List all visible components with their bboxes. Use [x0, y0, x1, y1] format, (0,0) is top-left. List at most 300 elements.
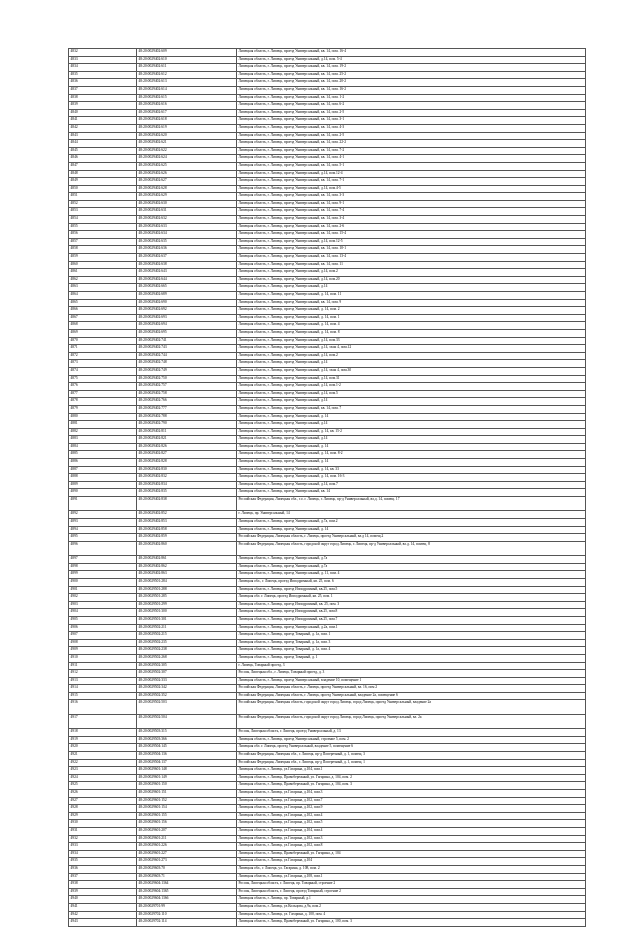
table-row [69, 398, 586, 406]
table-row [69, 790, 586, 798]
row-number-cell: 4849 [69, 178, 137, 186]
cadastral-number-cell: 48:20:0029601:155 [137, 812, 237, 820]
row-number-cell: 4906 [69, 624, 137, 632]
address-cell: Липецкая область, г. Липецк, проезд Универсальный, д. 14, пом. 16-3 [237, 474, 586, 482]
cadastral-number-cell: 48:20:0029502:352 [137, 692, 237, 700]
table-row [69, 700, 586, 714]
cadastral-number-cell: 48:20:0029402:689 [137, 292, 237, 300]
row-number-cell: 4869 [69, 329, 137, 337]
address-cell: Липецкая обл. г. Липецк, проезд Ипподромный, кв. 25, пом. 1 [237, 594, 586, 602]
address-cell: г. Липецк, Товарный проезд, 3 [237, 662, 586, 670]
address-cell: Липецкая область, г. Липецк, проезд Универсальный, д.14, пом.33 [237, 337, 586, 345]
row-number-cell: 4888 [69, 474, 137, 482]
row-number-cell: 4908 [69, 639, 137, 647]
cadastral-number-cell: 48:20:0029402:616 [137, 102, 237, 110]
table-row [69, 329, 586, 337]
address-cell: г. Липецк, пр. Универсальный, 14 [237, 511, 586, 519]
cadastral-number-cell: 48:20:0029402:627 [137, 178, 237, 186]
address-cell: Липецкая область, г. Липецк, проезд Универсальный, кв. 14, пом. 16-2 [237, 86, 586, 94]
cadastral-number-cell: 48:20:0029402:643 [137, 269, 237, 277]
address-cell: Липецкая область, г. Липецк, ул.Гагарина, д.102, пом.3 [237, 835, 586, 843]
table-row [69, 797, 586, 805]
address-cell: Липецкая область, г. Липецк, проезд Универсальный, кв. 14, пом. 4-3 [237, 124, 586, 132]
table-row [69, 345, 586, 353]
address-cell: Липецкая область, г. Липецк, проезд Универсальный, д.14 [237, 421, 586, 429]
cadastral-number-cell: 48:20:0029402:637 [137, 254, 237, 262]
address-cell: Липецкая область, г. Липецк, проезд Универсальный, д. 14, пом. 8 [237, 329, 586, 337]
cadastral-number-cell: 48:20:0029601:273 [137, 858, 237, 866]
row-number-cell: 4832 [69, 49, 137, 57]
table-row [69, 827, 586, 835]
address-cell: Липецкая область, г. Липецк, проезд Универсальный, д.14, пом. 5-4 [237, 56, 586, 64]
row-number-cell: 4836 [69, 79, 137, 87]
cadastral-number-cell: 48:20:0029402:811 [137, 428, 237, 436]
table-row [69, 759, 586, 767]
address-cell: Липецкая область, г. Липецк, проезд Универсальный, д.14 [237, 284, 586, 292]
table-row [69, 94, 586, 102]
cadastral-number-cell: 48:20:0029402:692 [137, 307, 237, 315]
cadastral-number-cell: 48:20:0029402:693 [137, 314, 237, 322]
address-cell: Липецкая область, г. Липецк, ул.Гагарина, д.102, пом.4 [237, 812, 586, 820]
table-row [69, 185, 586, 193]
cadastral-number-cell: 48:20:0029402:630 [137, 200, 237, 208]
address-cell: Липецкая область, г. Липецк, проезд Универсальный, кв. 14, пом. 7-1 [237, 178, 586, 186]
cadastral-number-cell: 48:20:0029402:834 [137, 481, 237, 489]
address-cell: Липецкая область, г. Липецк, проезд Универсальный, кв. 14, пом. 2-6 [237, 223, 586, 231]
address-cell: Липецкая обл. г. Липецк, проезд Универсальный, владение 5, помещение 6 [237, 744, 586, 752]
table-row [69, 578, 586, 586]
address-cell: Липецкая область, г. Липецк, ул. Гагарина, д. 100, пом. 4 [237, 911, 586, 919]
row-number-cell: 4854 [69, 216, 137, 224]
row-number-cell: 4904 [69, 609, 137, 617]
table-row [69, 767, 586, 775]
table-row [69, 534, 586, 542]
table-row [69, 692, 586, 700]
address-cell: Липецкая область, г. Липецк, проезд Универсальный, д.14, эзаж 4, пом.12 [237, 345, 586, 353]
address-cell: Липецкая область, г. Липецк, проезд Универсальный, кв. 14, пом. 6-2 [237, 102, 586, 110]
address-cell: Липецкая область, г. Липецк, проезд Универсальный, кв. 14, пом. 3-1 [237, 117, 586, 125]
row-number-cell: 4889 [69, 481, 137, 489]
cadastral-number-cell: 48:20:0029402:628 [137, 185, 237, 193]
cadastral-number-cell: 48:20:0029402:611 [137, 64, 237, 72]
table-row [69, 601, 586, 609]
table-row [69, 102, 586, 110]
row-number-cell: 4870 [69, 337, 137, 345]
address-cell: Липецкая область, г. Липецк, проезд Универсальный, д.14, пом.31 [237, 375, 586, 383]
table-row [69, 714, 586, 728]
row-number-cell: 4856 [69, 231, 137, 239]
address-cell: Липецкая область, г. Липецк, проезд Универсальный, д.14, пом.12-4 [237, 170, 586, 178]
address-cell: Липецкая область, г. Липецк, проезд Универсальный, кв. 14, пом. 1-2 [237, 94, 586, 102]
table-row [69, 919, 586, 927]
row-number-cell: 4919 [69, 736, 137, 744]
table-row [69, 428, 586, 436]
address-cell: Россия, Липецкая область, г. Липецк, проезд Товарный, строение 2 [237, 888, 586, 896]
row-number-cell: 4903 [69, 601, 137, 609]
row-number-cell: 4922 [69, 759, 137, 767]
cadastral-number-cell: 48:20:0029402:860 [137, 541, 237, 555]
cadastral-number-cell: 48:20:0029502:307 [137, 670, 237, 678]
address-cell: Липецкая область, г. Липецк, пр. Товарный, д.1 [237, 896, 586, 904]
table-row [69, 481, 586, 489]
row-number-cell: 4868 [69, 322, 137, 330]
address-cell: Липецкая область, г. Липецк, проезд Универсальный, д. 14 [237, 443, 586, 451]
table-row [69, 639, 586, 647]
row-number-cell: 4886 [69, 459, 137, 467]
address-cell: Липецкая область, г. Липецк, ул.Гагарина, д.102, пом.9 [237, 805, 586, 813]
table-row [69, 405, 586, 413]
row-number-cell: 4909 [69, 647, 137, 655]
cadastral-number-cell: 48:20:0029402:766 [137, 398, 237, 406]
address-cell: Российская Федерация, Липецкая область, городской округ город Липецк, город Липецк, проезд Универсальный, вл. 2а [237, 714, 586, 728]
cadastral-number-cell: 48:20:0029402:749 [137, 367, 237, 375]
row-number-cell: 4837 [69, 86, 137, 94]
cadastral-number-cell: 48:20:0029402:610 [137, 56, 237, 64]
address-cell: Липецкая область, г. Липецк, проезд Универсальный, кв. 14 [237, 489, 586, 497]
address-cell: Липецкая область, г. Липецк, ул.Кольцова, д.9а, пом.2 [237, 903, 586, 911]
address-cell: Липецкая область, г. Липецк, Правобережный, ул. Гагарина, д. 104, пом. 3 [237, 782, 586, 790]
table-row [69, 254, 586, 262]
cadastral-number-cell: 48:20:0029502:268 [137, 654, 237, 662]
address-cell: Липецкая область, г. Липецк, ул.Гагарина, д.102, пом.5 [237, 820, 586, 828]
row-number-cell: 4844 [69, 140, 137, 148]
address-cell: Липецкая область, г. Липецк, проезд Универсальный, д. 14, кв. 15-2 [237, 428, 586, 436]
row-number-cell: 4842 [69, 124, 137, 132]
table-row [69, 662, 586, 670]
address-cell: Липецкая область, г. Липецк, проезд Универсальный, д.2а, пом.1 [237, 624, 586, 632]
address-cell: Липецкая область, г. Липецк, проезд Универсальный, кв. 14, пом. 5-1 [237, 162, 586, 170]
address-cell: Липецкая область, г. Липецк, проезд Универсальный, д.14, пом.1-2 [237, 383, 586, 391]
row-number-cell: 4916 [69, 700, 137, 714]
address-cell: Липецкая область, г. Липецк, проезд Универсальный, д. 11, пом. 4 [237, 571, 586, 579]
table-row [69, 140, 586, 148]
table-row [69, 677, 586, 685]
table-row [69, 443, 586, 451]
table-row [69, 858, 586, 866]
address-cell: Липецкая область, г. Липецк, проезд Универсальный, д.14, пом.12-5 [237, 238, 586, 246]
cadastral-number-cell: 48:20:0029601:152 [137, 797, 237, 805]
row-number-cell: 4867 [69, 314, 137, 322]
table-row [69, 86, 586, 94]
table-row [69, 314, 586, 322]
row-number-cell: 4921 [69, 752, 137, 760]
cadastral-number-cell: 48:20:0029402:631 [137, 208, 237, 216]
cadastral-number-cell: 48:20:0029402:695 [137, 329, 237, 337]
table-row [69, 155, 586, 163]
table-row [69, 911, 586, 919]
address-cell: Липецкая область, г. Липецк, проезд Универсальный, кв. 14, пом. 16-4 [237, 49, 586, 57]
row-number-cell: 4862 [69, 276, 137, 284]
table-row [69, 563, 586, 571]
cadastral-number-cell: 48:20:0029402:758 [137, 390, 237, 398]
table-row [69, 216, 586, 224]
row-number-cell: 4852 [69, 200, 137, 208]
table-row [69, 820, 586, 828]
cadastral-number-cell: 48:20:0029502:333 [137, 677, 237, 685]
address-cell: Липецкая область, г. Липецк, проезд Универсальный, д.14 [237, 398, 586, 406]
row-number-cell: 4899 [69, 571, 137, 579]
cadastral-number-cell: 48:20:0029402:638 [137, 261, 237, 269]
address-cell: Липецкая область, г. Липецк, ул.Гагарина, д.104, пом.1 [237, 767, 586, 775]
cadastral-number-cell: 48:20:0029501:299 [137, 601, 237, 609]
cadastral-number-cell: 48:20:0029402:609 [137, 49, 237, 57]
table-row [69, 109, 586, 117]
cadastral-number-cell: 48:20:0029601:154 [137, 805, 237, 813]
cadastral-number-cell: 48:20:0029604:1366 [137, 896, 237, 904]
table-row [69, 79, 586, 87]
table-row [69, 413, 586, 421]
cadastral-number-cell: 48:20:0029402:790 [137, 421, 237, 429]
table-row [69, 865, 586, 873]
cadastral-number-cell: 48:20:0029402:690 [137, 299, 237, 307]
address-cell: Российская Федерация, Липецкая область, г. Липецк, проезд Универсальный, вл. 16, пом 2 [237, 685, 586, 693]
table-row [69, 654, 586, 662]
row-number-cell: 4885 [69, 451, 137, 459]
address-cell: Российская Федерация, Липецкая область, г. Липецк, проезд Универсальный, владение 2а, помещение 6 [237, 692, 586, 700]
cadastral-number-cell: 48:20:0029402:632 [137, 216, 237, 224]
cadastral-number-cell: 48:20:0029504:136 [137, 752, 237, 760]
address-cell: Российская Федерация, Липецкая обл., г. Липецк, пр-д Поперечный, д. 1, помещ. 3 [237, 752, 586, 760]
table-row [69, 292, 586, 300]
cadastral-number-cell: 48:20:0029402:821 [137, 436, 237, 444]
table-row [69, 873, 586, 881]
address-cell: Липецкая область, г. Липецк, проезд Ипподромный, кв.25, пом.5 [237, 586, 586, 594]
cadastral-number-cell: 48:20:0029402:635 [137, 238, 237, 246]
cadastral-number-cell: 48:20:0029402:617 [137, 109, 237, 117]
table-row [69, 64, 586, 72]
row-number-cell: 4843 [69, 132, 137, 140]
row-number-cell: 4892 [69, 511, 137, 519]
row-number-cell: 4858 [69, 246, 137, 254]
row-number-cell: 4924 [69, 774, 137, 782]
address-cell: Липецкая область, г. Липецк, проезд Универсальный, д.14, пом.4-5 [237, 185, 586, 193]
cadastral-number-cell: 48:20:0029604:1364 [137, 881, 237, 889]
cadastral-number-cell: 48:20:0029601:211 [137, 835, 237, 843]
cadastral-number-cell: 48:20:0029601:150 [137, 782, 237, 790]
address-cell: Липецкая область, г. Липецк, проезд Универсальный, кв. 14, пом. 20-2 [237, 79, 586, 87]
table-row [69, 752, 586, 760]
table-row [69, 497, 586, 511]
row-number-cell: 4925 [69, 782, 137, 790]
address-cell: Липецкая область, г. Липецк, Правобережный, ул. Гагарина, д. 100, пом. 3 [237, 919, 586, 927]
table-row [69, 881, 586, 889]
row-number-cell: 4933 [69, 843, 137, 851]
cadastral-number-cell: 48:20:0029402:614 [137, 86, 237, 94]
table-row [69, 322, 586, 330]
document-page [68, 48, 573, 927]
table-row [69, 223, 586, 231]
address-cell: Липецкая область, г. Липецк, проезд Универсальный, кв. 14, пом. 11 [237, 261, 586, 269]
address-cell: Липецкая область, г. Липецк, проезд Универсальный, строение 5, пом. 2 [237, 736, 586, 744]
row-number-cell: 4932 [69, 835, 137, 843]
row-number-cell: 4880 [69, 413, 137, 421]
row-number-cell: 4895 [69, 534, 137, 542]
table-row [69, 231, 586, 239]
row-number-cell: 4850 [69, 185, 137, 193]
table-row [69, 888, 586, 896]
address-cell: Российская Федерация, Липецкая область, г. Липецк, проезд Универсальный, вл.д 14, помещ.2 [237, 534, 586, 542]
address-cell: Российская Федерация, Липецкая обл., г.о. г. Липецк, г. Липецк, пр-д Универсальный, вл.д. 14, помещ. 17 [237, 497, 586, 511]
row-number-cell: 4876 [69, 383, 137, 391]
table-row [69, 200, 586, 208]
table-row [69, 812, 586, 820]
address-cell: Липецкая область, г. Липецк, проезд Универсальный, кв. 14, пом. 4-1 [237, 155, 586, 163]
table-row [69, 124, 586, 132]
address-cell: Липецкая область, г. Липецк, проезд Универсальный, кв. 14, пом. 2-5 [237, 132, 586, 140]
address-cell: Россия, Липецкая область, г. Липецк, проезд Универсальный, д. 13 [237, 729, 586, 737]
cadastral-number-cell: 48:20:0029402:615 [137, 94, 237, 102]
row-number-cell: 4838 [69, 94, 137, 102]
row-number-cell: 4928 [69, 805, 137, 813]
address-cell: Липецкая область, г. Липецк, проезд Универсальный, д. 14, пом. 1 [237, 314, 586, 322]
table-row [69, 375, 586, 383]
cadastral-number-cell: 48:20:0029604:1365 [137, 888, 237, 896]
cadastral-number-cell: 48:20:0029402:838 [137, 497, 237, 511]
cadastral-number-cell: 48:20:0029501:300 [137, 609, 237, 617]
table-row [69, 132, 586, 140]
cadastral-number-cell: 48:20:0029502:305 [137, 662, 237, 670]
table-row [69, 670, 586, 678]
cadastral-number-cell: 48:20:0029502:503 [137, 700, 237, 714]
cadastral-number-cell: 48:20:0029603:70 [137, 865, 237, 873]
row-number-cell: 4913 [69, 677, 137, 685]
table-row [69, 49, 586, 57]
cadastral-number-cell: 48:20:0029402:835 [137, 489, 237, 497]
address-cell: Липецкая область, г. Липецк, ул.Гагарина, д.104, пом.3 [237, 790, 586, 798]
cadastral-number-cell: 48:20:0029402:612 [137, 71, 237, 79]
cadastral-number-cell: 48:20:0029402:744 [137, 352, 237, 360]
row-number-cell: 4930 [69, 820, 137, 828]
cadastral-number-cell: 48:20:0029402:619 [137, 124, 237, 132]
table-row [69, 632, 586, 640]
address-cell: Липецкая область, г. Липецк, проезд Универсальный, д.14, эзаж 4, пом.30 [237, 367, 586, 375]
address-cell: Россия, Липецкая обл., г. Липецк, Товарный проезд, д. 3 [237, 670, 586, 678]
cadastral-number-cell: 48:20:0029402:625 [137, 162, 237, 170]
cadastral-number-cell: 48:20:0029402:830 [137, 466, 237, 474]
table-row [69, 624, 586, 632]
address-cell: Липецкая область, г. Липецк, проезд Универсальный, кв. 14, пом. 25-2 [237, 71, 586, 79]
row-number-cell: 4878 [69, 398, 137, 406]
table-row [69, 337, 586, 345]
address-cell: Липецкая область, г. Липецк, проезд Универсальный, владение 10, помещение 1 [237, 677, 586, 685]
address-cell: Липецкая область, г. Липецк, проезд Универсальный, кв. 14, пом. 7-4 [237, 208, 586, 216]
address-cell: Липецкая область, г. Липецк, проезд Ипподромный, кв.25, пом.8 [237, 609, 586, 617]
cadastral-number-cell: 48:20:0029601:207 [137, 827, 237, 835]
row-number-cell: 4940 [69, 896, 137, 904]
row-number-cell: 4882 [69, 428, 137, 436]
cadastral-number-cell: 48:20:0029402:750 [137, 375, 237, 383]
table-row [69, 489, 586, 497]
cadastral-number-cell: 48:20:0029402:624 [137, 155, 237, 163]
address-cell: Липецкая область, г. Липецк, проезд Универсальный, д.14, пом.20 [237, 276, 586, 284]
cadastral-number-cell: 48:20:0029402:861 [137, 556, 237, 564]
row-number-cell: 4935 [69, 858, 137, 866]
table-row [69, 261, 586, 269]
address-cell: Липецкая область, г. Липецк, проезд Универсальный, кв. 14, пом. 15-4 [237, 231, 586, 239]
table-row [69, 729, 586, 737]
cadastral-number-cell: 48:20:0029402:862 [137, 563, 237, 571]
row-number-cell: 4891 [69, 497, 137, 511]
table-row [69, 299, 586, 307]
row-number-cell: 4896 [69, 541, 137, 555]
table-row [69, 178, 586, 186]
table-row [69, 835, 586, 843]
cadastral-number-cell: 48:20:0029601:149 [137, 774, 237, 782]
address-cell: Липецкая область, г. Липецк, проезд Ипподромный, кв. 25, пом. 3 [237, 601, 586, 609]
table-row [69, 466, 586, 474]
address-cell: Липецкая область, г. Липецк, проезд Универсальный, д.14, пом.2 [237, 269, 586, 277]
address-cell: Липецкая обл., г. Липецк, ул. Гагарина, д. 108, пом. 2 [237, 865, 586, 873]
row-number-cell: 4911 [69, 662, 137, 670]
cadastral-number-cell: 48:20:0029503:315 [137, 729, 237, 737]
table-row [69, 541, 586, 555]
table-row [69, 56, 586, 64]
address-cell: Липецкая область, г. Липецк, проезд Ипподромный, кв.25, пом.7 [237, 616, 586, 624]
row-number-cell: 4833 [69, 56, 137, 64]
table-row [69, 162, 586, 170]
table-row [69, 896, 586, 904]
cadastral-number-cell: 48:20:0029402:826 [137, 443, 237, 451]
table-row [69, 383, 586, 391]
row-number-cell: 4860 [69, 261, 137, 269]
cadastral-number-cell: 48:20:0029402:621 [137, 140, 237, 148]
table-row [69, 170, 586, 178]
row-number-cell: 4864 [69, 292, 137, 300]
address-cell: Липецкая область, г. Липецк, Правобережный, ул. Гагарина, д. 104, пом. 2 [237, 774, 586, 782]
address-cell: Липецкая область, г. Липецк, Правобережный, ул. Гагарина, д. 104 [237, 850, 586, 858]
address-cell: Липецкая область, г. Липецк, проезд Универсальный, д. 14, пом. 2 [237, 307, 586, 315]
cadastral-number-cell: 48:20:0029402:748 [137, 360, 237, 368]
cadastral-number-cell: 48:20:0029601:226 [137, 843, 237, 851]
cadastral-number-cell: 48:20:0029402:859 [137, 534, 237, 542]
cadastral-number-cell: 48:20:0029601:227 [137, 850, 237, 858]
row-number-cell: 4859 [69, 254, 137, 262]
cadastral-number-cell: 48:20:0029402:634 [137, 231, 237, 239]
table-row [69, 269, 586, 277]
table-row [69, 451, 586, 459]
cadastral-number-cell: 48:20:0029603:71 [137, 873, 237, 881]
address-cell: Липецкая область, г. Липецк, проезд Универсальный, кв. 14, пом. 7-2 [237, 147, 586, 155]
cadastral-number-cell: 48:20:0029601:156 [137, 820, 237, 828]
address-cell: Липецкая область, г. Липецк, ул.Гагарина, д.104 [237, 858, 586, 866]
row-number-cell: 4905 [69, 616, 137, 624]
table-row [69, 850, 586, 858]
table-row [69, 307, 586, 315]
cadastral-number-cell: 48:20:0029402:743 [137, 345, 237, 353]
table-row [69, 208, 586, 216]
row-number-cell: 4890 [69, 489, 137, 497]
cadastral-number-cell: 48:20:0029402:613 [137, 79, 237, 87]
cadastral-number-cell: 48:20:0029402:620 [137, 132, 237, 140]
table-row [69, 276, 586, 284]
row-number-cell: 4855 [69, 223, 137, 231]
cadastral-number-cell: 48:20:0029402:629 [137, 193, 237, 201]
row-number-cell: 4873 [69, 360, 137, 368]
row-number-cell: 4917 [69, 714, 137, 728]
row-number-cell: 4846 [69, 155, 137, 163]
cadastral-number-cell: 48:20:0029402:694 [137, 322, 237, 330]
row-number-cell: 4941 [69, 903, 137, 911]
cadastral-number-cell: 48:20:0029402:852 [137, 511, 237, 519]
table-row [69, 390, 586, 398]
table-row [69, 284, 586, 292]
address-cell: Липецкая область, г. Липецк, проезд Товарный, д. 1а, пом. 1 [237, 632, 586, 640]
cadastral-number-cell: 48:20:0029701:99 [137, 903, 237, 911]
cadastral-number-cell: 48:20:0029402:633 [137, 223, 237, 231]
cadastral-number-cell: 48:20:0029402:618 [137, 117, 237, 125]
cadastral-number-cell: 48:20:0029402:863 [137, 571, 237, 579]
address-cell: Россия, Липецкая область, г. Липецк, пр. Товарный, строение 2 [237, 881, 586, 889]
